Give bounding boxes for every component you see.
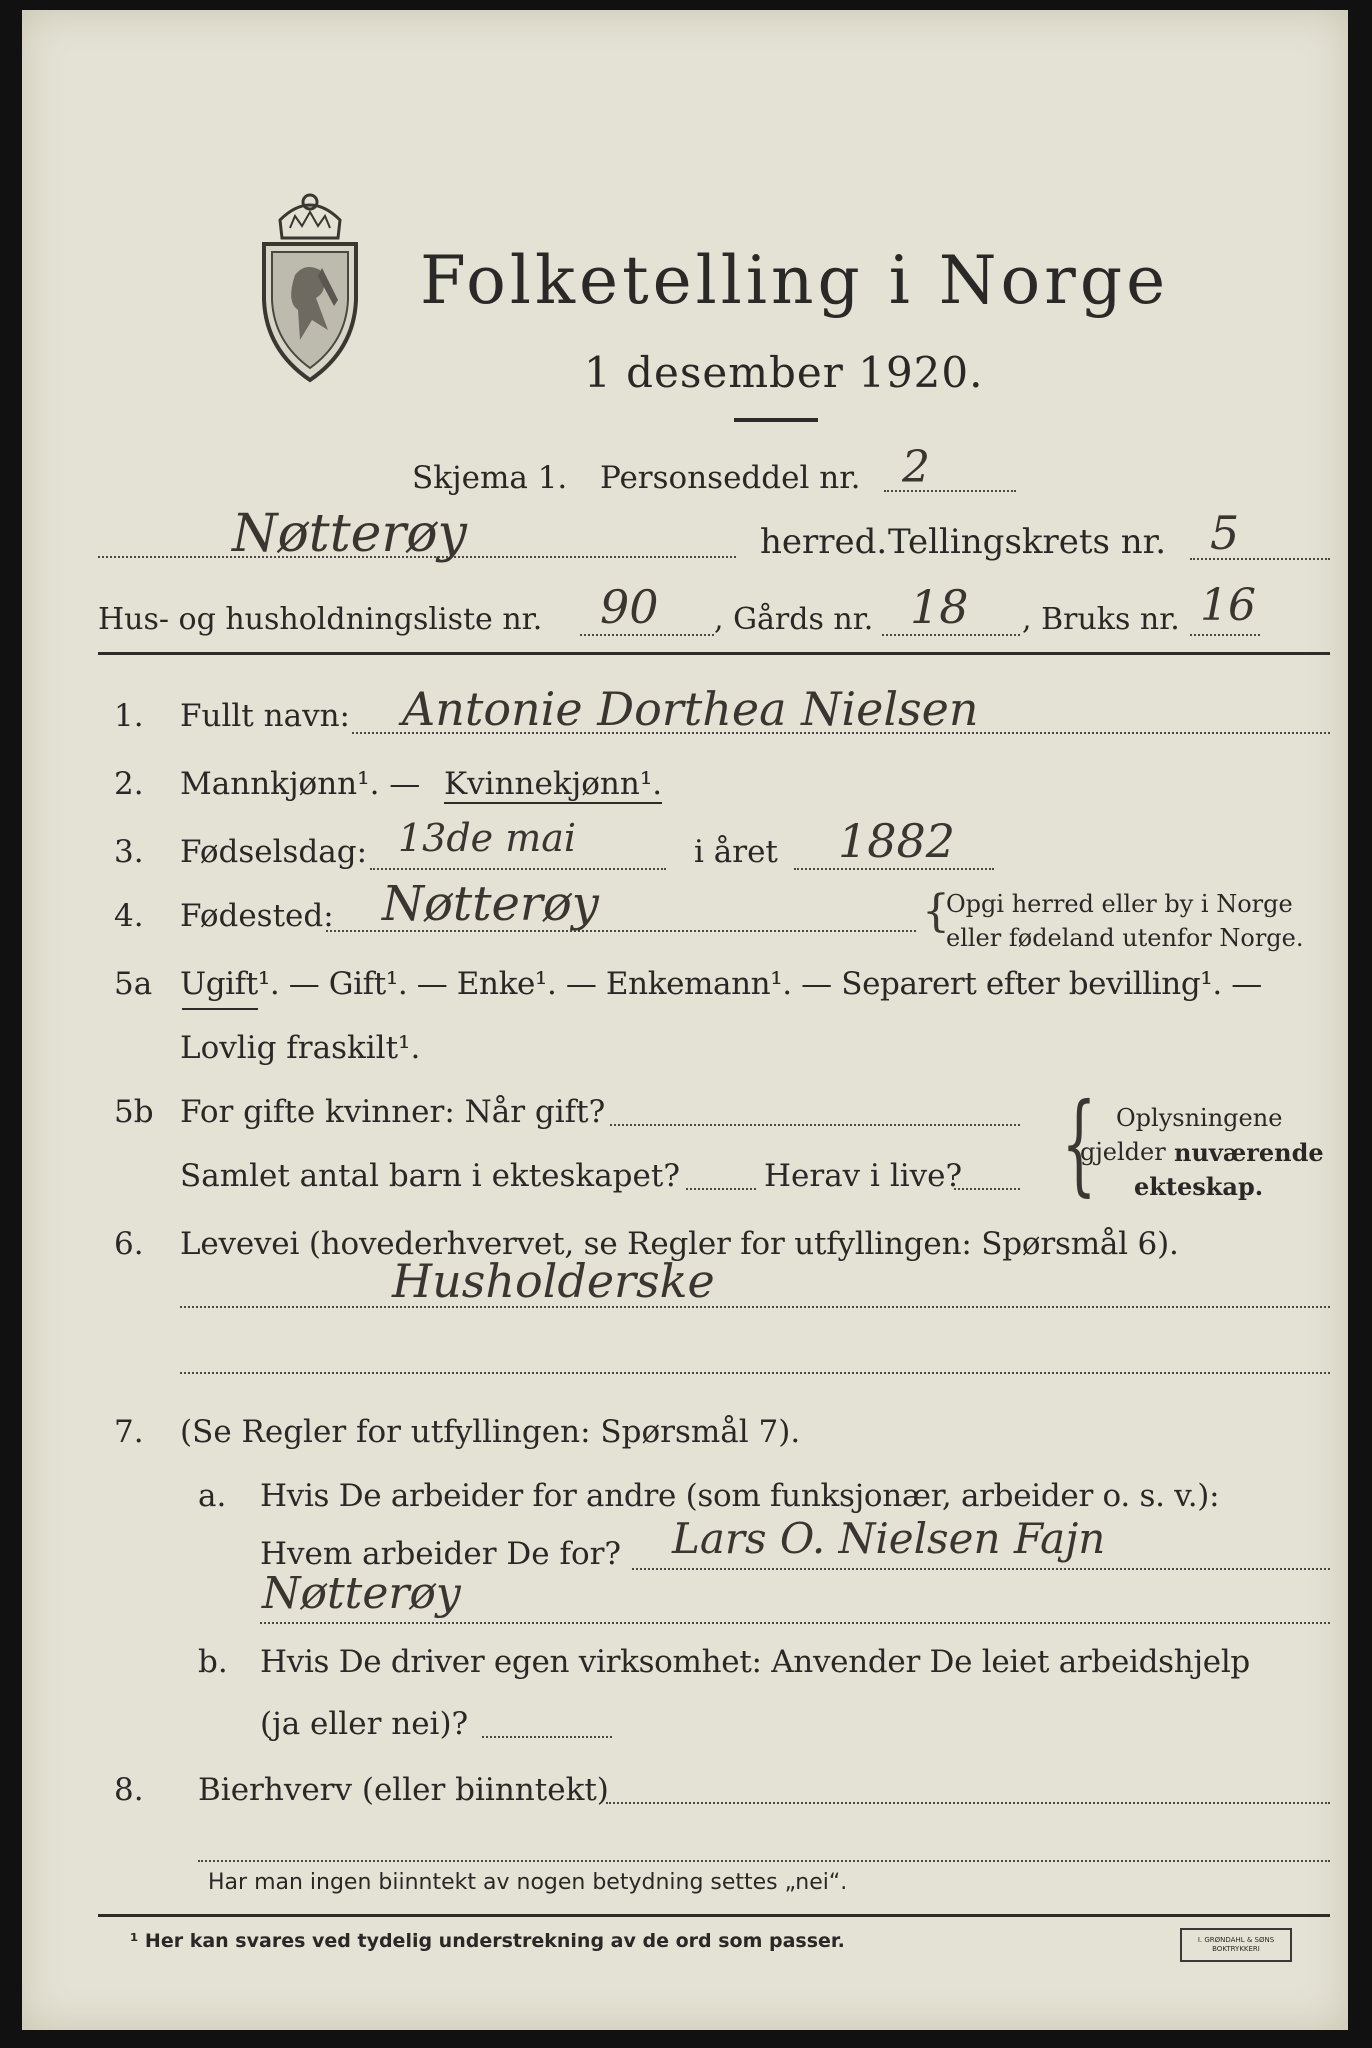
hired-help-line: [482, 1736, 612, 1738]
hus-label: Hus- og husholdningsliste nr.: [98, 602, 543, 637]
q7a-employer-label: Hvem arbeider De for?: [260, 1536, 622, 1572]
birth-year-value[interactable]: 1882: [838, 814, 956, 868]
hus-line: [580, 634, 714, 636]
q7a-letter: a.: [198, 1478, 227, 1514]
census-form: [22, 10, 1348, 2030]
footnote: ¹ Her kan svares ved tydelig understrekning av de ord som passer.: [130, 1930, 845, 1952]
q7b-letter: b.: [198, 1644, 228, 1680]
gards-value[interactable]: 18: [910, 580, 969, 634]
q5b-note-line3: ekteskap.: [1134, 1172, 1264, 1201]
occupation-line-1: [180, 1306, 1330, 1308]
year-label: i året: [694, 834, 778, 870]
tellingskrets-label: Tellingskrets nr.: [888, 522, 1167, 562]
q1-label: Fullt navn:: [180, 698, 350, 734]
q4-number: 4.: [114, 898, 144, 934]
gards-line: [882, 634, 1020, 636]
footer-divider: [98, 1914, 1330, 1917]
form-title: Folketelling i Norge: [420, 242, 1170, 319]
herred-label: herred.: [760, 522, 888, 562]
title-divider: [734, 418, 818, 422]
printer-stamp: I. GRØNDAHL & SØNS BOKTRYKKERI: [1180, 1928, 1292, 1962]
occupation-value[interactable]: Husholderske: [392, 1254, 715, 1308]
tellingskrets-value[interactable]: 5: [1210, 506, 1240, 560]
q4-note-line1: Opgi herred eller by i Norge: [946, 890, 1293, 918]
marital-status-divorced-option[interactable]: Lovlig fraskilt¹.: [180, 1030, 421, 1066]
header-divider: [98, 652, 1330, 655]
q5b-note-brace: {: [1061, 1079, 1097, 1207]
married-when-line: [610, 1124, 1020, 1126]
q5b-alive-label: Herav i live?: [764, 1158, 963, 1194]
birthplace-value[interactable]: Nøtterøy: [382, 876, 599, 932]
employer-line-1: [632, 1568, 1330, 1570]
q7-label: (Se Regler for utfyllingen: Spørsmål 7).: [180, 1414, 801, 1450]
q5b-children-label: Samlet antal barn i ekteskapet?: [180, 1158, 680, 1194]
gender-male-option[interactable]: Mannkjønn¹. —: [180, 766, 421, 802]
hus-value[interactable]: 90: [600, 580, 659, 634]
personseddel-label: Personseddel nr.: [600, 460, 861, 496]
employer-line-2: [260, 1622, 1330, 1624]
q8-label: Bierhverv (eller biinntekt): [198, 1772, 609, 1808]
q3-number: 3.: [114, 834, 144, 870]
bruks-line: [1190, 634, 1260, 636]
form-date: 1 desember 1920.: [584, 348, 984, 397]
q5b-married-when-label: For gifte kvinner: Når gift?: [180, 1094, 606, 1130]
coat-of-arms-emblem: [250, 180, 370, 390]
personseddel-value[interactable]: 2: [902, 442, 930, 493]
alive-line: [954, 1188, 1020, 1190]
herred-value[interactable]: Nøtterøy: [232, 504, 467, 564]
year-line: [794, 868, 994, 870]
children-line: [686, 1188, 756, 1190]
q6-label: Levevei (hovederhvervet, se Regler for utfyllingen: Spørsmål 6).: [180, 1226, 1179, 1262]
q6-number: 6.: [114, 1226, 144, 1262]
employer-place-value[interactable]: Nøtterøy: [262, 1568, 461, 1619]
gards-label: , Gårds nr.: [714, 602, 874, 637]
q5b-note-line1: Oplysningene: [1116, 1104, 1283, 1132]
bruks-value[interactable]: 16: [1200, 580, 1256, 631]
q2-number: 2.: [114, 766, 144, 802]
q4-label: Fødested:: [180, 898, 334, 934]
q4-note-line2: eller fødeland utenfor Norge.: [946, 924, 1304, 952]
birthday-line: [370, 868, 666, 870]
skjema-label: Skjema 1.: [412, 460, 568, 496]
q8-number: 8.: [114, 1772, 144, 1808]
gender-female-option[interactable]: Kvinnekjønn¹.: [444, 766, 663, 802]
q4-note-brace: {: [922, 886, 950, 937]
birthday-value[interactable]: 13de mai: [398, 816, 577, 860]
marital-status-options[interactable]: Ugift¹. — Gift¹. — Enke¹. — Enkemann¹. — Separert efter bevilling¹. —: [180, 966, 1262, 1002]
q7-number: 7.: [114, 1414, 144, 1450]
q7b-line2: (ja eller nei)?: [260, 1706, 469, 1742]
side-income-line-2: [198, 1860, 1330, 1862]
q3-label: Fødselsdag:: [180, 834, 368, 870]
employer-value[interactable]: Lars O. Nielsen Fajn: [672, 1514, 1106, 1563]
side-income-line-1: [606, 1802, 1330, 1804]
bruks-label: , Bruks nr.: [1022, 602, 1180, 637]
q5b-note-line2b: nuværende: [1174, 1138, 1324, 1167]
q5b-note-line2a: gjelder: [1080, 1138, 1166, 1166]
q7b-line1: Hvis De driver egen virksomhet: Anvender De leiet arbeidshjelp: [260, 1644, 1250, 1680]
full-name-value[interactable]: Antonie Dorthea Nielsen: [402, 682, 979, 736]
q7a-line1: Hvis De arbeider for andre (som funksjonær, arbeider o. s. v.):: [260, 1478, 1220, 1514]
q8-note: Har man ingen biinntekt av nogen betydning settes „nei“.: [208, 1870, 848, 1895]
q5a-number: 5a: [114, 966, 153, 1002]
q1-number: 1.: [114, 698, 144, 734]
q5b-number: 5b: [114, 1094, 154, 1130]
occupation-line-2: [180, 1372, 1330, 1374]
ugift-underline: [182, 1008, 258, 1010]
